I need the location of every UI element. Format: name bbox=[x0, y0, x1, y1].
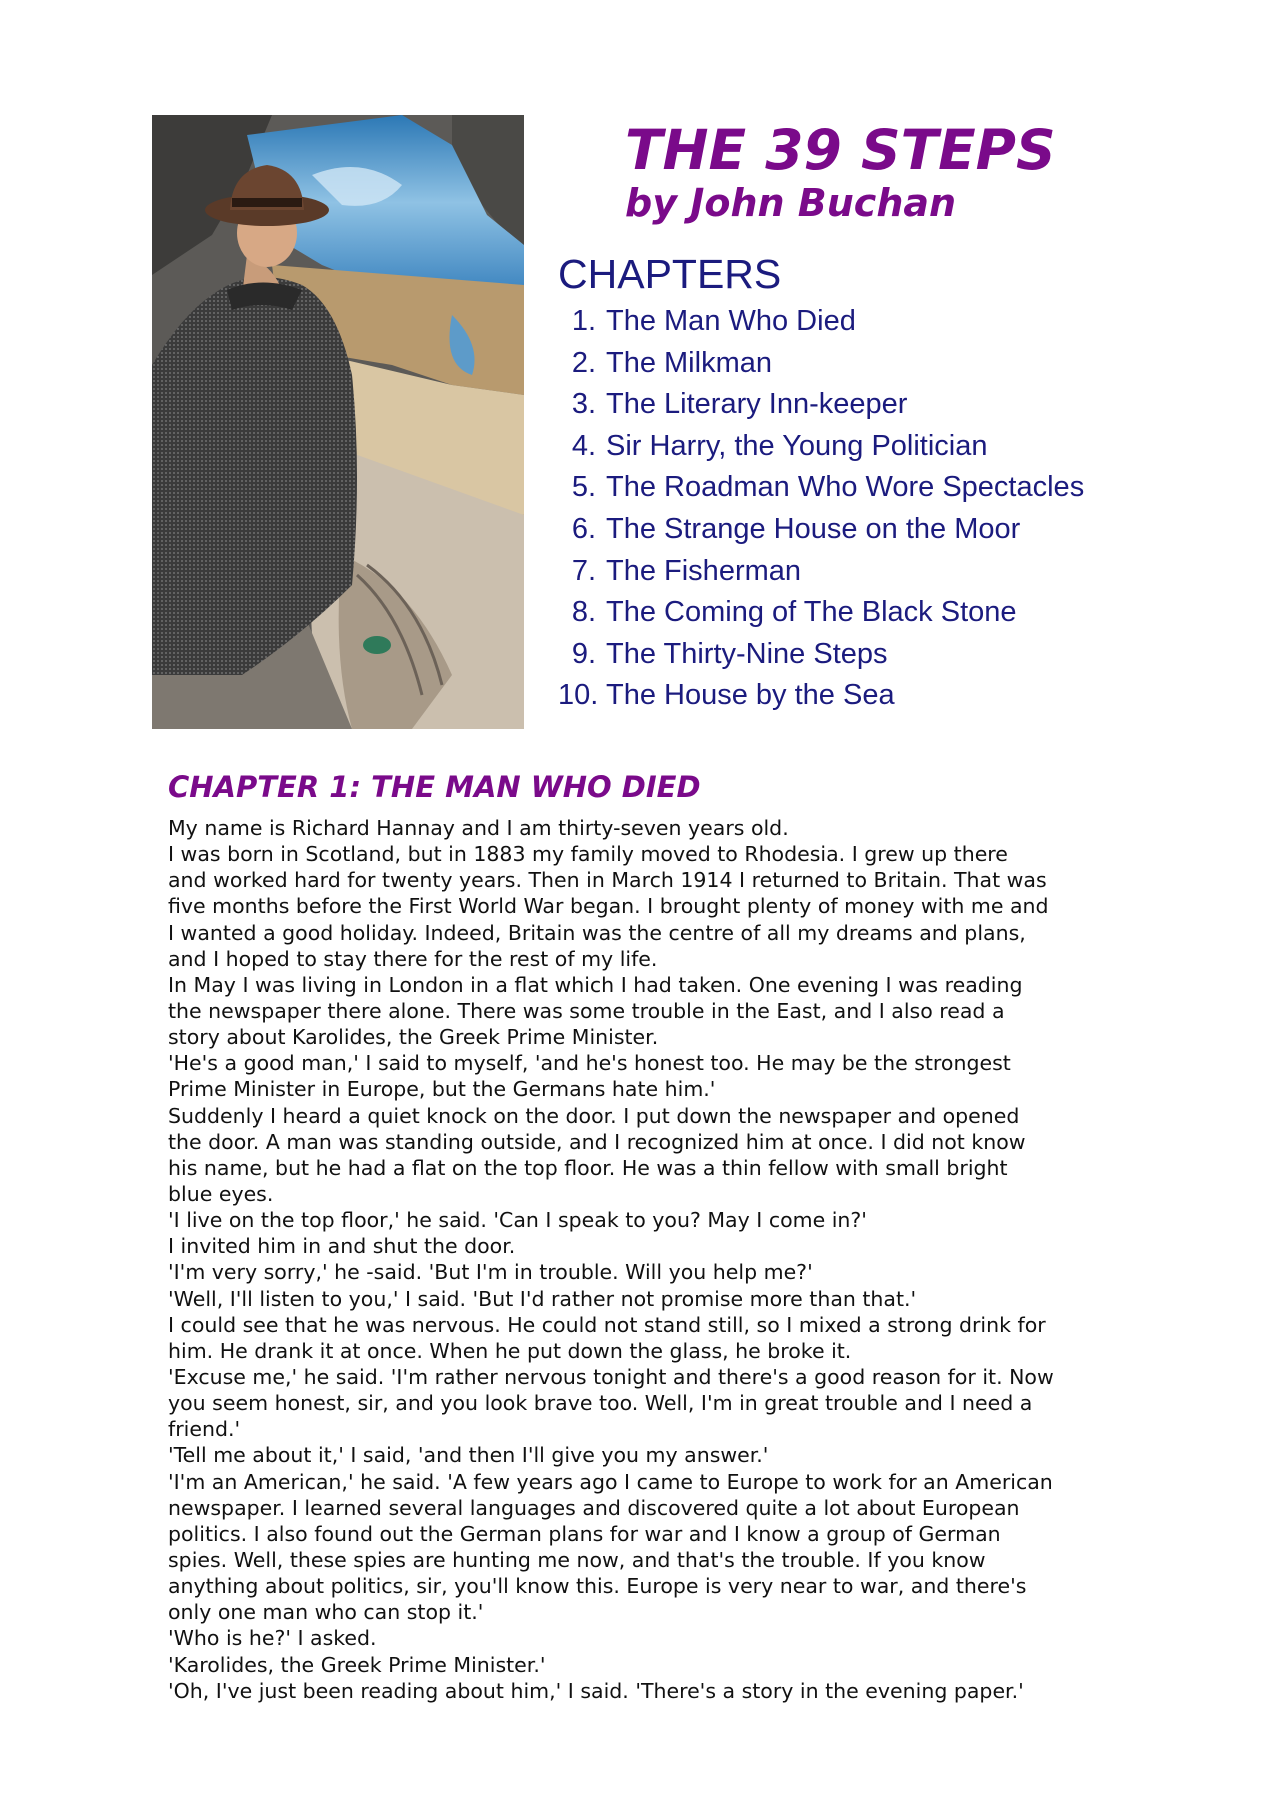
body-line: his name, but he had a flat on the top floor. He was a thin fellow with small bright bbox=[168, 1155, 1008, 1180]
chapter-title: The Thirty-Nine Steps bbox=[606, 637, 888, 670]
body-line: 'I live on the top floor,' he said. 'Can I speak to you? May I come in?' bbox=[168, 1208, 867, 1233]
cover-illustration bbox=[152, 115, 524, 729]
body-line: anything about politics, sir, you'll know this. Europe is very near to war, and there's bbox=[168, 1574, 1027, 1599]
body-line: 'He's a good man,' I said to myself, 'and he's honest too. He may be the strongest bbox=[168, 1051, 1011, 1076]
chapter-list-item[interactable]: 10. The House by the Sea bbox=[558, 679, 895, 712]
chapter-list-item[interactable]: 5. The Roadman Who Wore Spectacles bbox=[571, 471, 1085, 504]
chapter-list-item[interactable]: 2. The Milkman bbox=[571, 346, 772, 379]
body-line: My name is Richard Hannay and I am thirty-seven years old. bbox=[168, 816, 789, 840]
body-line: 'I'm very sorry,' he -said. 'But I'm in trouble. Will you help me?' bbox=[168, 1260, 813, 1285]
body-line: I wanted a good holiday. Indeed, Britain was the centre of all my dreams and plans, bbox=[168, 920, 1026, 945]
body-line: I could see that he was nervous. He could not stand still, so I mixed a strong drink for bbox=[168, 1312, 1046, 1337]
body-line: 'Tell me about it,' I said, 'and then I'll give you my answer.' bbox=[168, 1443, 769, 1468]
body-line: I was born in Scotland, but in 1883 my family moved to Rhodesia. I grew up there bbox=[168, 842, 1008, 867]
body-line: I invited him in and shut the door. bbox=[168, 1234, 516, 1259]
chapter-list-item[interactable]: 9. The Thirty-Nine Steps bbox=[571, 637, 888, 670]
body-line: 'Excuse me,' he said. 'I'm rather nervous tonight and there's a good reason for it. Now bbox=[168, 1364, 1054, 1389]
body-line: Prime Minister in Europe, but the Germans hate him.' bbox=[168, 1077, 716, 1102]
chapter-title: The Man Who Died bbox=[606, 305, 856, 337]
chapter-title: Sir Harry, the Young Politician bbox=[606, 429, 988, 462]
book-author: by John Buchan bbox=[625, 181, 957, 225]
body-line: and worked hard for twenty years. Then in March 1914 I returned to Britain. That was bbox=[168, 868, 1047, 893]
chapter-title: The Milkman bbox=[606, 346, 772, 379]
body-line: the door. A man was standing outside, and I recognized him at once. I did not know bbox=[168, 1129, 1026, 1154]
chapters-heading: CHAPTERS bbox=[558, 251, 782, 297]
chapter-title: The Literary Inn-keeper bbox=[606, 388, 908, 421]
body-line: 'Who is he?' I asked. bbox=[168, 1626, 377, 1651]
body-line: and I hoped to stay there for the rest of my life. bbox=[168, 946, 658, 971]
body-line: politics. I also found out the German plans for war and I know a group of German bbox=[168, 1521, 1001, 1546]
body-line: only one man who can stop it.' bbox=[168, 1600, 484, 1625]
chapter-list-item[interactable]: 3. The Literary Inn-keeper bbox=[571, 388, 908, 421]
body-line: the newspaper there alone. There was some trouble in the East, and I also read a bbox=[168, 998, 1005, 1023]
chapter-list-item[interactable]: 7. The Fisherman bbox=[571, 554, 802, 587]
body-line: five months before the First World War began. I brought plenty of money with me and bbox=[168, 894, 1049, 919]
chapter-heading: CHAPTER 1: THE MAN WHO DIED bbox=[168, 770, 701, 804]
book-title: THE 39 STEPS bbox=[625, 118, 1056, 182]
chapter-title: The House by the Sea bbox=[606, 679, 895, 712]
chapter-list-item[interactable]: 1. The Man Who Died bbox=[571, 305, 856, 337]
body-line: 'I'm an American,' he said. 'A few years ago I came to Europe to work for an American bbox=[168, 1469, 1053, 1494]
chapter-body bbox=[168, 815, 1128, 1704]
chapter-title: The Roadman Who Wore Spectacles bbox=[606, 471, 1085, 504]
chapter-list-item[interactable]: 4. Sir Harry, the Young Politician bbox=[571, 429, 988, 462]
body-line: you seem honest, sir, and you look brave too. Well, I'm in great trouble and I need a bbox=[168, 1391, 1033, 1416]
body-line: Suddenly I heard a quiet knock on the door. I put down the newspaper and opened bbox=[168, 1103, 1020, 1128]
body-line: In May I was living in London in a flat which I had taken. One evening I was reading bbox=[168, 972, 1023, 997]
body-line: newspaper. I learned several languages and discovered quite a lot about European bbox=[168, 1495, 1020, 1520]
body-line: 'Well, I'll listen to you,' I said. 'But I'd rather not promise more than that.' bbox=[168, 1286, 917, 1311]
body-line: him. He drank it at once. When he put down the glass, he broke it. bbox=[168, 1338, 852, 1363]
body-line: 'Karolides, the Greek Prime Minister.' bbox=[168, 1652, 546, 1677]
chapter-list-item[interactable]: 8. The Coming of The Black Stone bbox=[571, 596, 1017, 629]
chapter-list bbox=[558, 301, 1084, 717]
body-line: friend.' bbox=[168, 1417, 241, 1442]
chapter-title: The Strange House on the Moor bbox=[606, 512, 1021, 545]
body-line: spies. Well, these spies are hunting me now, and that's the trouble. If you know bbox=[168, 1547, 986, 1572]
chapter-list-item[interactable]: 6. The Strange House on the Moor bbox=[571, 512, 1021, 545]
chapter-title: The Coming of The Black Stone bbox=[606, 596, 1017, 629]
body-line: story about Karolides, the Greek Prime Minister. bbox=[168, 1025, 659, 1050]
body-line: 'Oh, I've just been reading about him,' I said. 'There's a story in the evening paper.' bbox=[168, 1678, 1024, 1703]
body-line: blue eyes. bbox=[168, 1181, 274, 1206]
chapter-title: The Fisherman bbox=[606, 554, 802, 587]
